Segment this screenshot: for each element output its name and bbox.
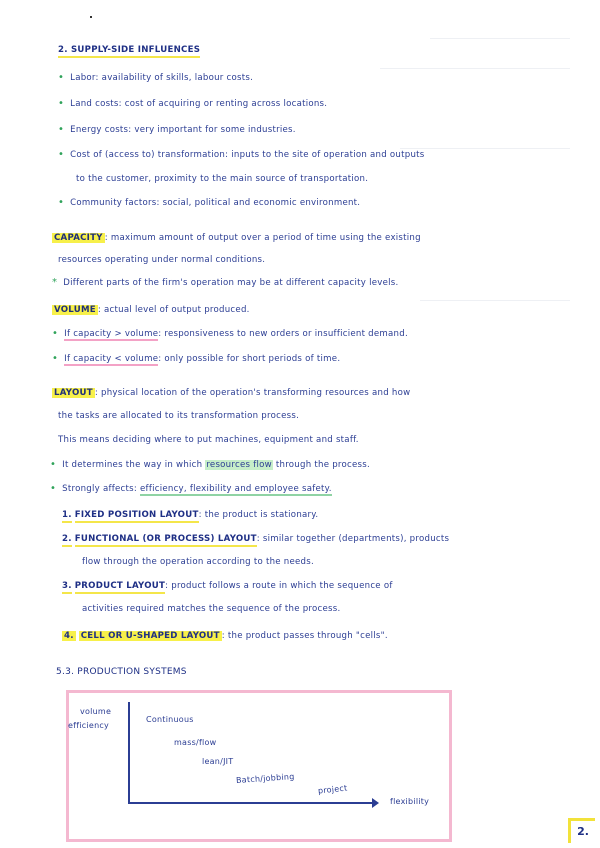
- bleed-through-line: [420, 300, 570, 301]
- layout-type-3: 3. PRODUCT LAYOUT: product follows a route in which the sequence of: [62, 580, 393, 592]
- y-axis-label-volume: volume: [80, 707, 112, 716]
- system-continuous: Continuous: [146, 715, 194, 724]
- volume-term: VOLUME: [54, 305, 96, 315]
- layout-term: LAYOUT: [54, 388, 93, 398]
- x-axis-label: flexibility: [390, 797, 430, 806]
- bleed-through-line: [430, 38, 570, 39]
- volume-definition: VOLUME : actual level of output produced.: [54, 305, 250, 315]
- production-diagram-frame: [66, 690, 452, 842]
- volume-bullet-2: • If capacity < volume: only possible for short periods of time.: [52, 353, 341, 364]
- layout-definition-cont: the tasks are allocated to its transformation process.: [58, 411, 300, 421]
- page-number: 2.: [568, 818, 595, 843]
- system-lean-jit: lean/JIT: [202, 757, 234, 766]
- production-heading: 5.3. PRODUCTION SYSTEMS: [56, 667, 187, 677]
- capacity-term: CAPACITY: [54, 233, 103, 243]
- layout-bullet-flow: • It determines the way in which resources flow through the process.: [50, 459, 370, 470]
- supply-item-labor: • Labor: availability of skills, labour costs.: [58, 72, 254, 83]
- layout-line-3: This means deciding where to put machines, equipment and staff.: [58, 435, 359, 445]
- layout-type-2: 2. FUNCTIONAL (OR PROCESS) LAYOUT: similar together (departments), products: [62, 533, 449, 545]
- system-mass-flow: mass/flow: [174, 738, 217, 747]
- supply-item-transformation-cont: to the customer, proximity to the main source of transportation.: [76, 174, 369, 184]
- layout-type-4: 4. CELL OR U-SHAPED LAYOUT : the product passes through "cells".: [64, 631, 388, 641]
- y-axis-label-efficiency: efficiency: [68, 721, 110, 730]
- bleed-through-line: [400, 148, 570, 149]
- layout-type-2-cont: flow through the operation according to the needs.: [82, 557, 314, 567]
- system-batch-jobbing: Batch/jobbing: [235, 771, 295, 786]
- supply-item-land: • Land costs: cost of acquiring or renting across locations.: [58, 98, 328, 109]
- diagram-x-axis: [128, 802, 376, 804]
- supply-item-community: • Community factors: social, political and economic environment.: [58, 197, 361, 208]
- bleed-through-line: [380, 68, 570, 69]
- layout-bullet-affects: • Strongly affects: efficiency, flexibility and employee safety.: [50, 483, 332, 494]
- supply-item-transformation: • Cost of (access to) transformation: inputs to the site of operation and outputs: [58, 149, 425, 160]
- system-project: project: [317, 783, 348, 796]
- capacity-note: * Different parts of the firm's operation may be at different capacity levels.: [52, 277, 399, 288]
- layout-definition: LAYOUT : physical location of the operation's transforming resources and how: [54, 388, 411, 398]
- layout-type-1: 1. FIXED POSITION LAYOUT: the product is stationary.: [62, 509, 318, 521]
- x-axis-arrow-icon: [372, 798, 379, 808]
- supply-heading: 2. SUPPLY-SIDE INFLUENCES: [58, 44, 200, 56]
- diagram-y-axis: [128, 702, 130, 802]
- capacity-definition-cont: resources operating under normal conditions.: [58, 255, 266, 265]
- capacity-definition: CAPACITY : maximum amount of output over a period of time using the existing: [54, 233, 421, 243]
- layout-type-3-cont: activities required matches the sequence of the process.: [82, 604, 341, 614]
- ink-speck: [90, 16, 92, 18]
- volume-bullet-1: • If capacity > volume: responsiveness to new orders or insufficient demand.: [52, 328, 408, 339]
- supply-item-energy: • Energy costs: very important for some industries.: [58, 124, 296, 135]
